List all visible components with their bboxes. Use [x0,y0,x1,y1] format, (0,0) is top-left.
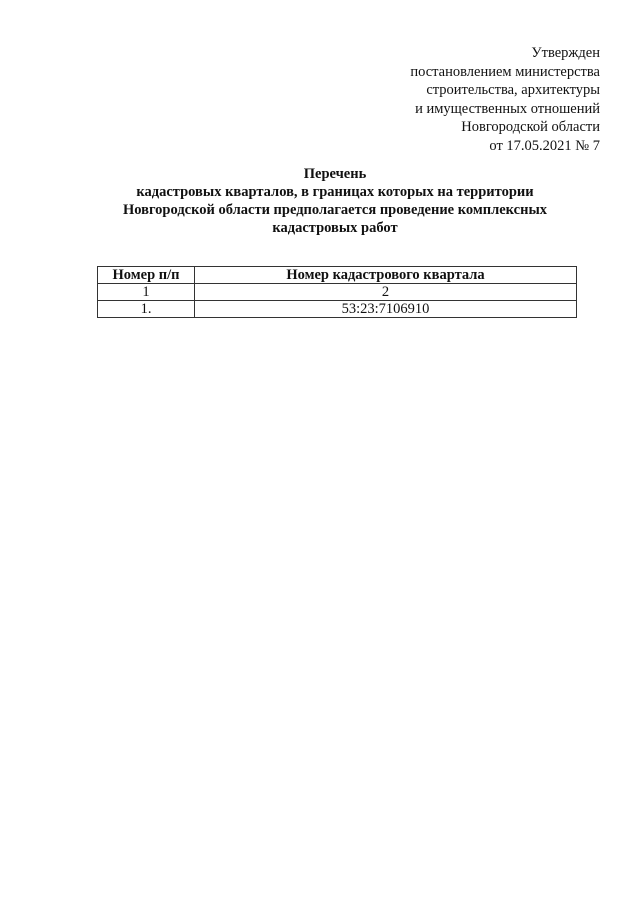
table-row [98,284,577,301]
title-line: кадастровых кварталов, в границах которых на территории [136,184,534,200]
document-title [90,165,580,237]
title-line: кадастровых работ [272,220,398,236]
header-number: Номер п/п [98,267,195,284]
title-line: Новгородской области предполагается проведение комплексных [122,202,548,218]
cell-number: 1 [98,284,195,301]
approval-line: и имущественных отношений [415,100,600,117]
cadastral-table [97,266,577,318]
table-header-row [98,267,577,284]
table-row [98,301,577,318]
approval-line: Утвержден [531,45,600,61]
cell-cadastral: 53:23:7106910 [195,301,577,318]
approval-block [410,44,600,155]
approval-line: постановлением министерства [410,63,600,80]
cell-number: 1. [98,301,195,318]
approval-line: строительства, архитектуры [426,82,600,98]
header-cadastral: Номер кадастрового квартала [195,267,577,284]
approval-date: от 17.05.2021 № 7 [489,137,600,154]
cell-cadastral: 2 [195,284,577,301]
title-line: Перечень [303,166,367,182]
approval-line: Новгородской области [461,119,600,135]
